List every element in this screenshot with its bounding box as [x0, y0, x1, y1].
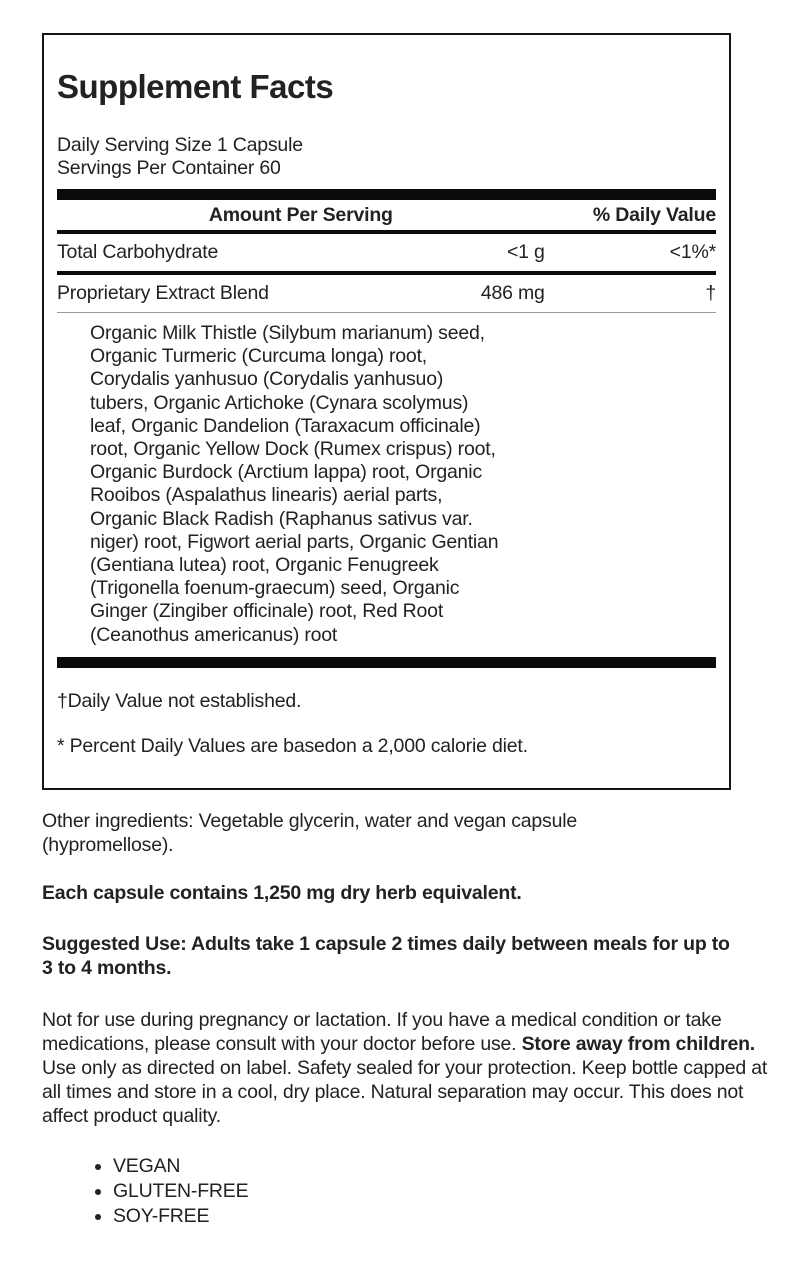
- suggested-use: Suggested Use: Adults take 1 capsule 2 times daily between meals for up to 3 to 4 months.: [42, 932, 730, 979]
- serving-size: Daily Serving Size 1 Capsule: [57, 134, 303, 156]
- capsule-equivalent: Each capsule contains 1,250 mg dry herb equivalent.: [42, 881, 522, 904]
- blend-line: tubers, Organic Artichoke (Cynara scolymus): [90, 391, 469, 414]
- column-header-row: [57, 200, 716, 230]
- blend-line: Corydalis yanhusuo (Corydalis yanhusuo): [90, 368, 444, 391]
- warning-bold: Store away from children.: [521, 1032, 756, 1055]
- badge-vegan: • VEGAN: [113, 1154, 770, 1178]
- other-ingredients: Other ingredients: Vegetable glycerin, water and vegan capsule (hypromellose).: [42, 809, 578, 856]
- blend-line: Organic Turmeric (Curcuma longa) root,: [90, 345, 428, 368]
- row-daily-value: <1%*: [669, 241, 716, 263]
- blend-line: (Ceanothus americanus) root: [90, 623, 338, 646]
- blend-line: Organic Milk Thistle (Silybum marianum) seed,: [90, 322, 485, 344]
- blend-line: Rooibos (Aspalathus linearis) aerial parts,: [90, 484, 443, 507]
- servings-per-container: Servings Per Container 60: [57, 157, 281, 179]
- warning-before: Not for use during pregnancy or lactation. If you have a medical condition or take medications, please consult with your doctor before use.: [42, 1008, 722, 1055]
- row-label: Proprietary Extract Blend: [57, 282, 269, 304]
- footnote-daily-value: †Daily Value not established.: [57, 689, 302, 712]
- panel-title: Supplement Facts: [57, 68, 334, 105]
- table-row-proprietary-blend: [57, 275, 716, 312]
- proprietary-blend-ingredients: [90, 322, 716, 647]
- label-details: [42, 809, 770, 1228]
- row-label: Total Carbohydrate: [57, 241, 219, 263]
- blend-line: niger) root, Figwort aerial parts, Organic Gentian: [90, 530, 499, 553]
- divider-thin: [57, 312, 716, 313]
- warning-after: Use only as directed on label. Safety sealed for your protection. Keep bottle capped at all times and store in a cool, dry place. Natural separation may occur. This does not affect product quality.: [42, 1056, 768, 1127]
- warning-text: [42, 1008, 770, 1128]
- divider-thick-bottom: [57, 657, 716, 668]
- serving-info: [57, 134, 716, 180]
- row-amount: <1 g: [506, 241, 545, 263]
- blend-line: leaf, Organic Dandelion (Taraxacum officinale): [90, 414, 481, 437]
- blend-line: root, Organic Yellow Dock (Rumex crispus) root,: [90, 438, 496, 461]
- blend-line: Ginger (Zingiber officinale) root, Red Root: [90, 600, 444, 623]
- diet-badges: [42, 1154, 770, 1228]
- supplement-facts-panel: [42, 33, 731, 790]
- blend-line: Organic Burdock (Arctium lappa) root, Organic: [90, 461, 482, 484]
- badge-soy-free: • SOY-FREE: [113, 1204, 770, 1228]
- divider-thick-top: [57, 189, 716, 200]
- table-row-total-carbohydrate: [57, 234, 716, 271]
- amount-per-serving-header: Amount Per Serving: [208, 204, 393, 226]
- blend-line: Organic Black Radish (Raphanus sativus var.: [90, 507, 473, 530]
- blend-line: (Trigonella foenum-graecum) seed, Organic: [90, 577, 460, 600]
- daily-value-header: % Daily Value: [592, 204, 716, 226]
- blend-line: (Gentiana lutea) root, Organic Fenugreek: [90, 554, 439, 577]
- badge-gluten-free: • GLUTEN-FREE: [113, 1179, 770, 1203]
- row-daily-value: †: [705, 282, 716, 304]
- footnote-percent-dv: * Percent Daily Values are basedon a 2,000 calorie diet.: [57, 734, 528, 757]
- row-amount: 486 mg: [480, 282, 545, 304]
